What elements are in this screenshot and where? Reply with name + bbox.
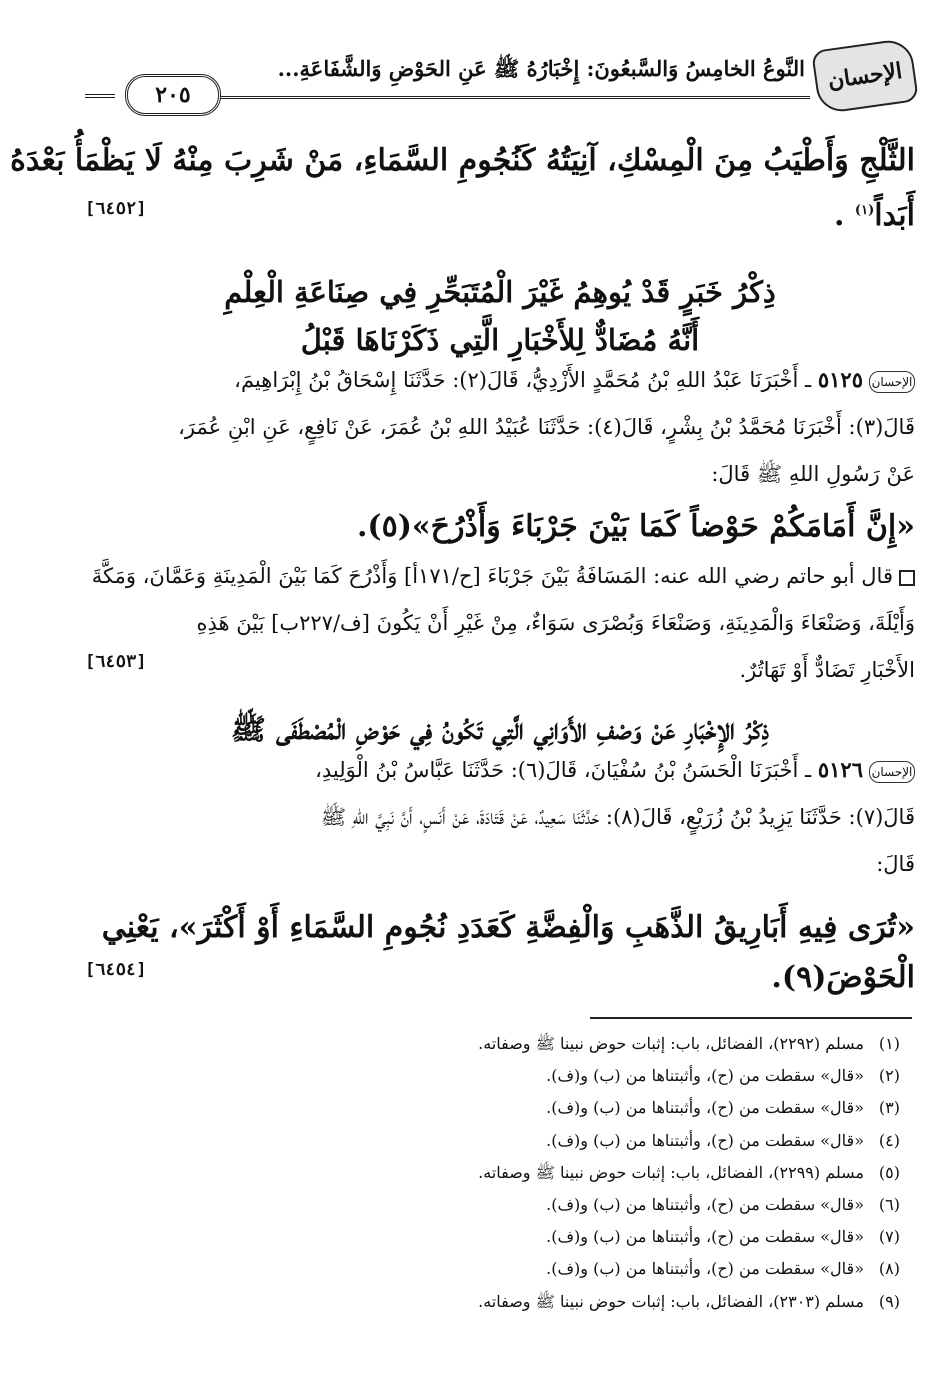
hadith-ref-6454: [٦٤٥٤] <box>85 960 147 980</box>
footnote <box>85 1060 900 1092</box>
footnote-text: «قال» سقطت من (ح)، وأثبتناها من (ب) و(ف). <box>546 1195 864 1215</box>
continued-line-2: أَبَداً$^{(١)}$ . <box>834 198 915 233</box>
hadith-5125-number: ٥١٢٥ <box>817 367 863 392</box>
footnote <box>85 1221 900 1253</box>
footnote-text: «قال» سقطت من (ح)، وأثبتناها من (ب) و(ف). <box>546 1130 864 1150</box>
hadith-5126-matn-line-1: «تُرَى فِيهِ أَبَارِيقُ الذَّهَبِ وَالْفِضَّةِ كَعَدَدِ نُجُومِ السَّمَاءِ أَوْ أَكْثَرَ»، يَعْنِي <box>101 910 915 945</box>
page-number-value: ٢٠٥ <box>155 82 191 108</box>
footnote-text: مسلم (٢٢٩٢)، الفضائل، باب: إثبات حوض نبينا ﷺ وصفاته. <box>478 1034 864 1053</box>
footnote <box>85 1092 900 1124</box>
footnote <box>85 1253 900 1285</box>
comment-line-3: الأَخْبَارِ تَضَادٌّ أَوْ تَهَاتُرٌ. <box>739 658 915 682</box>
hadith-5126-line-3: قَالَ: <box>876 852 915 876</box>
comment-line-1-text: قال أبو حاتم رضي الله عنه: المَسَافَةُ بَيْنَ جَرْبَاءَ [ح/١٧١أ] وَأَذْرُحَ كَمَا بَيْنَ الْمَدِينَةِ وَعَمَّانَ، وَمَكَّةَ <box>91 564 893 588</box>
hadith-ref-6452: [٦٤٥٢] <box>85 199 147 219</box>
hadith-5126-line-1 <box>85 746 915 794</box>
page-number <box>125 74 221 116</box>
book-badge <box>811 37 919 114</box>
hadith-5126-matn-line-2: الْحَوْضَ(٩). <box>771 960 915 995</box>
akhbar-icon: الإحسان <box>869 761 915 783</box>
hadith-5126 <box>85 746 915 888</box>
comment-line-1 <box>85 553 915 600</box>
footnote <box>85 1286 900 1318</box>
section-heading-1-line-2: أَنَّهُ مُضَادٌّ لِلأَخْبَارِ الَّتِي ذَكَرْنَاهَا قَبْلُ <box>300 323 700 357</box>
running-title: النَّوعُ الخامِسُ وَالسَّبعُونَ: إِخْبَارُهُ ﷺ عَنِ الحَوْضِ وَالشَّفَاعَةِ... <box>277 56 805 81</box>
square-bullet-icon <box>899 570 915 586</box>
abu-hatim-comment <box>85 553 915 694</box>
footnote-number: (٥) <box>878 1162 900 1182</box>
hadith-5126-isnad-1: ـ أَخْبَرَنَا الْحَسَنُ بْنُ سُفْيَانَ، قَالَ(٦): حَدَّثَنَا عَبَّاسُ بْنُ الْوَلِيدِ، <box>315 758 812 782</box>
hadith-5125-line-1 <box>85 356 915 404</box>
section-heading-1 <box>85 268 915 364</box>
footnote-number: (٩) <box>878 1291 900 1311</box>
footnote-text: «قال» سقطت من (ح)، وأثبتناها من (ب) و(ف). <box>546 1259 864 1279</box>
hadith-5126-line-2: قَالَ(٧): حَدَّثَنَا يَزِيدُ بْنُ زُرَيْعٍ، قَالَ(٨): حَدَّثَنَا سَعِيدٌ، عَنْ قَتَادَةَ، عَنْ أَنَسٍ، أَنَّ نَبِيَّ اللهِ ﷺ <box>320 805 915 829</box>
footnote-text: «قال» سقطت من (ح)، وأثبتناها من (ب) و(ف). <box>546 1227 864 1247</box>
running-header <box>85 44 915 114</box>
footnote-text: مسلم (٢٢٩٩)، الفضائل، باب: إثبات حوض نبينا ﷺ وصفاته. <box>478 1162 864 1182</box>
footnote <box>85 1189 900 1221</box>
continued-line-2-text: أَبَداً <box>874 198 915 233</box>
hadith-5125-isnad-1: ـ أَخْبَرَنَا عَبْدُ اللهِ بْنُ مُحَمَّدٍ الأَزْدِيُّ، قَالَ(٢): حَدَّثَنَا إِسْحَاقُ بْنُ إِبْرَاهِيمَ، <box>234 368 812 392</box>
comment-line-2: وَأَيْلَةَ، وَصَنْعَاءَ وَالْمَدِينَةِ، وَصَنْعَاءَ وَبُصْرَى سَوَاءٌ، مِنْ غَيْرِ أَنْ يَكُونَ [ف/٢٢٧ب] بَيْنَ هَذِهِ <box>196 611 915 635</box>
continued-text <box>10 136 915 241</box>
continued-line-1: الثَّلْجِ وَأَطْيَبُ مِنَ الْمِسْكِ، آنِيَتُهُ كَنُجُومِ السَّمَاءِ، مَنْ شَرِبَ مِنْهُ لَا يَظْمَأُ بَعْدَهُ <box>10 143 915 178</box>
footnote-number: (٤) <box>878 1130 900 1150</box>
hadith-5126-number: ٥١٢٦ <box>817 757 863 782</box>
footnote-number: (٦) <box>878 1195 900 1215</box>
footnote-number: (٨) <box>878 1259 900 1279</box>
section-heading-1-line-1: ذِكْرُ خَبَرٍ قَدْ يُوهِمُ غَيْرَ الْمُتَبَحِّرِ فِي صِنَاعَةِ الْعِلْمِ <box>224 275 776 309</box>
hadith-5126-matn <box>85 903 915 1003</box>
footnote <box>85 1028 900 1060</box>
hadith-5125-line-2: قَالَ(٣): أَخْبَرَنَا مُحَمَّدُ بْنُ بِشْرٍ، قَالَ(٤): حَدَّثَنَا عُبَيْدُ اللهِ بْنُ عُمَرَ، عَنْ نَافِعٍ، عَنِ ابْنِ عُمَرَ، <box>178 415 915 439</box>
hadith-ref-6453: [٦٤٥٣] <box>85 652 147 672</box>
footnote-marker-1: (١) <box>854 203 875 218</box>
footnote <box>85 1125 900 1157</box>
akhbar-icon: الإحسان <box>869 371 915 393</box>
hadith-5125-line-3: عَنْ رَسُولِ اللهِ ﷺ قَالَ: <box>711 462 915 486</box>
footnote-text: «قال» سقطت من (ح)، وأثبتناها من (ب) و(ف). <box>546 1066 864 1086</box>
header-left-rule <box>85 94 115 98</box>
hadith-5125 <box>85 356 915 498</box>
footnote-number: (٧) <box>878 1227 900 1247</box>
section-heading-2: ذِكْرُ الإِخْبَارِ عَنْ وَصْفِ الأَوَانِي الَّتِي تَكُونُ فِي حَوْضِ الْمُصْطَفَى ﷺ <box>230 712 770 746</box>
header-rule <box>205 96 810 99</box>
footnote-text: «قال» سقطت من (ح)، وأثبتناها من (ب) و(ف). <box>546 1098 864 1118</box>
footnote-number: (٣) <box>878 1098 900 1118</box>
footnote-number: (١) <box>878 1034 900 1053</box>
footnote <box>85 1157 900 1189</box>
footnote-number: (٢) <box>878 1066 900 1086</box>
footnote-text: مسلم (٢٣٠٣)، الفضائل، باب: إثبات حوض نبينا ﷺ وصفاته. <box>478 1291 864 1311</box>
hadith-5125-matn: «إِنَّ أَمَامَكُمْ حَوْضاً كَمَا بَيْنَ جَرْبَاءَ وَأَذْرُحَ»(٥). <box>356 509 915 544</box>
footnotes <box>85 1028 900 1318</box>
book-badge-label: الإحسان <box>826 57 904 95</box>
footnote-separator <box>590 1017 912 1019</box>
